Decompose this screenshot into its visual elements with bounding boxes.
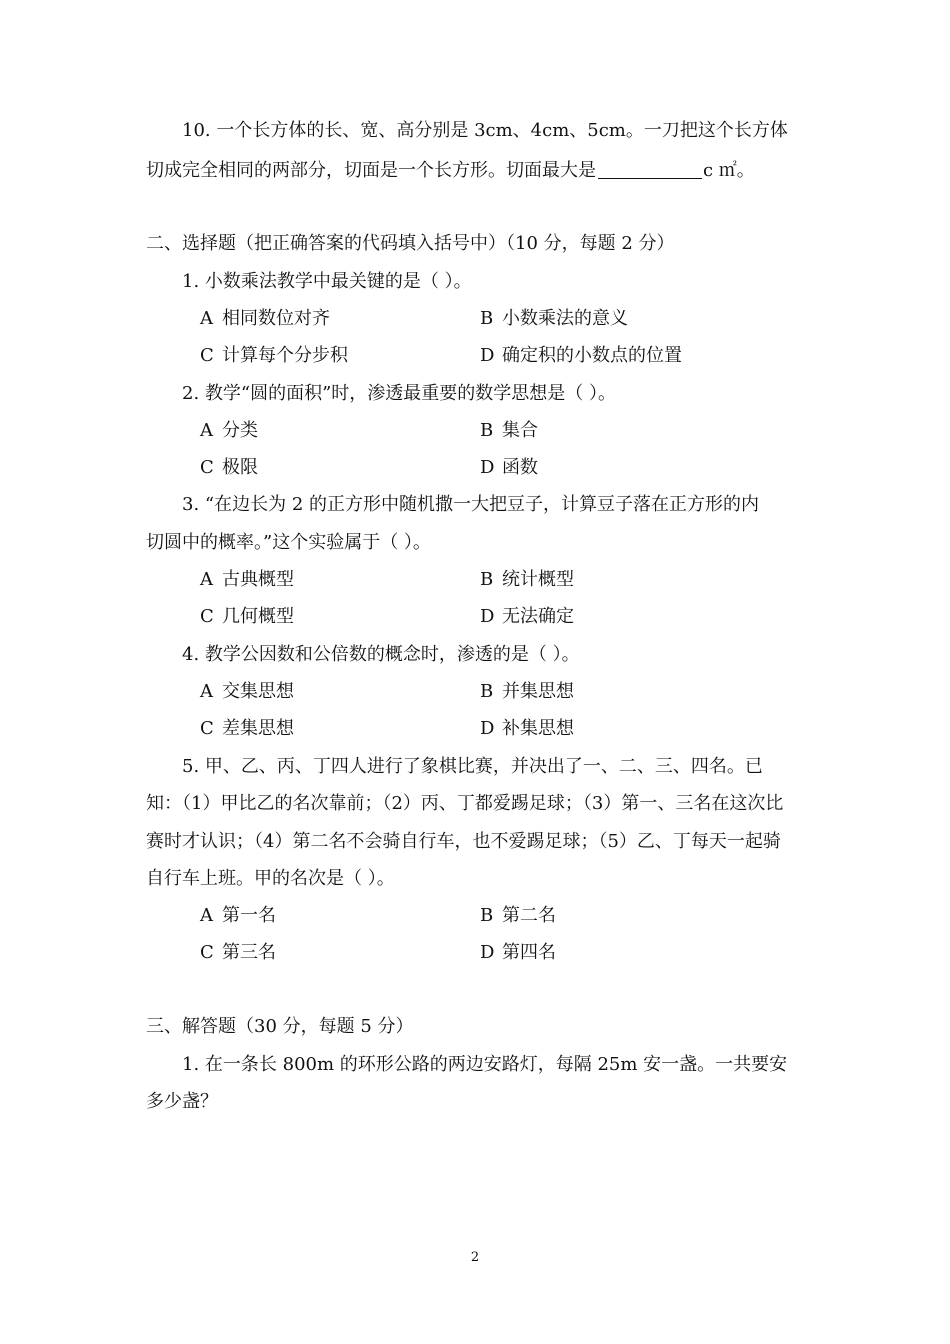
choice-q1-option-c[interactable]	[200, 344, 348, 368]
choice-q5-option-b[interactable]	[480, 904, 556, 928]
section2-heading: 二、选择题（把正确答案的代码填入括号中）（10 分，每题 2 分）	[146, 233, 675, 254]
choice-q3-option-b[interactable]	[480, 568, 574, 592]
page-number: 2	[470, 1250, 480, 1265]
option-text: 极限	[222, 457, 258, 478]
option-letter: D	[480, 942, 495, 963]
answer-q1-line1: 1. 在一条长 800m 的环形公路的两边安路灯，每隔 25m 安一盏。一共要安	[182, 1054, 788, 1075]
choice-q5-option-a[interactable]	[200, 904, 276, 928]
choice-q5-stem-line2: 知：（1）甲比乙的名次靠前；（2）丙、丁都爱踢足球；（3）第一、三名在这次比	[146, 793, 784, 814]
fill-in-q10-line1: 10. 一个长方体的长、宽、高分别是 3cm、4cm、5cm。一刀把这个长方体	[182, 120, 788, 141]
choice-q2-option-d[interactable]	[480, 456, 538, 480]
choice-q3-option-c[interactable]	[200, 605, 294, 629]
choice-q3-stem-line2: 切圆中的概率。”这个实验属于（ ）。	[146, 532, 431, 553]
choice-q4-option-b[interactable]	[480, 680, 574, 704]
option-letter: C	[200, 345, 214, 366]
option-letter: A	[200, 569, 213, 590]
choice-q5-stem-line4: 自行车上班。甲的名次是（ ）。	[146, 868, 395, 889]
option-letter: D	[480, 345, 495, 366]
choice-q5-option-d[interactable]	[480, 941, 556, 965]
option-text: 统计概型	[502, 569, 574, 590]
option-letter: B	[480, 569, 494, 590]
option-text: 计算每个分步积	[222, 345, 348, 366]
option-text: 相同数位对齐	[222, 308, 330, 329]
choice-q5-stem-line3: 赛时才认识；（4）第二名不会骑自行车，也不爱踢足球；（5）乙、丁每天一起骑	[146, 831, 781, 852]
choice-q1-stem: 1. 小数乘法教学中最关键的是（ ）。	[182, 271, 472, 292]
option-text: 第三名	[222, 942, 276, 963]
option-letter: A	[200, 420, 213, 441]
choice-q3-option-a[interactable]	[200, 568, 294, 592]
choice-q2-option-b[interactable]	[480, 419, 538, 443]
option-text: 函数	[502, 457, 538, 478]
option-letter: D	[480, 718, 495, 739]
answer-q1-line2: 多少盏？	[146, 1091, 218, 1112]
choice-q2-option-c[interactable]	[200, 456, 258, 480]
choice-q4-option-a[interactable]	[200, 680, 294, 704]
option-letter: C	[200, 942, 214, 963]
fill-in-q10-text-before-blank: 切成完全相同的两部分，切面是一个长方形。切面最大是	[146, 160, 596, 181]
option-letter: A	[200, 681, 213, 702]
option-text: 无法确定	[502, 606, 574, 627]
answer-blank[interactable]	[598, 160, 702, 179]
option-letter: A	[200, 308, 213, 329]
option-text: 补集思想	[502, 718, 574, 739]
option-letter: C	[200, 457, 214, 478]
choice-q3-option-d[interactable]	[480, 605, 574, 629]
choice-q1-option-b[interactable]	[480, 307, 628, 331]
option-letter: C	[200, 606, 214, 627]
option-text: 小数乘法的意义	[502, 308, 628, 329]
option-text: 几何概型	[222, 606, 294, 627]
choice-q5-stem-line1: 5. 甲、乙、丙、丁四人进行了象棋比赛，并决出了一、二、三、四名。已	[182, 756, 763, 777]
choice-q2-stem: 2. 教学“圆的面积”时，渗透最重要的数学思想是（ ）。	[182, 383, 617, 404]
choice-q4-stem: 4. 教学公因数和公倍数的概念时，渗透的是（ ）。	[182, 644, 580, 665]
option-text: 第二名	[502, 905, 556, 926]
choice-q4-option-d[interactable]	[480, 717, 574, 741]
option-letter: D	[480, 457, 495, 478]
option-text: 古典概型	[222, 569, 294, 590]
section3-heading: 三、解答题（30 分，每题 5 分）	[146, 1016, 414, 1037]
option-text: 确定积的小数点的位置	[502, 345, 682, 366]
option-text: 集合	[502, 420, 538, 441]
option-text: 分类	[222, 420, 258, 441]
choice-q4-option-c[interactable]	[200, 717, 294, 741]
choice-q1-option-a[interactable]	[200, 307, 330, 331]
fill-in-q10-unit: c ㎡。	[703, 160, 755, 181]
option-text: 并集思想	[502, 681, 574, 702]
option-letter: D	[480, 606, 495, 627]
option-text: 差集思想	[222, 718, 294, 739]
option-text: 交集思想	[222, 681, 294, 702]
choice-q2-option-a[interactable]	[200, 419, 258, 443]
option-letter: B	[480, 905, 494, 926]
option-letter: C	[200, 718, 214, 739]
option-text: 第四名	[502, 942, 556, 963]
option-text: 第一名	[222, 905, 276, 926]
option-letter: B	[480, 308, 494, 329]
option-letter: B	[480, 420, 494, 441]
choice-q1-option-d[interactable]	[480, 344, 682, 368]
option-letter: B	[480, 681, 494, 702]
choice-q5-option-c[interactable]	[200, 941, 276, 965]
fill-in-q10-line2	[146, 159, 755, 183]
choice-q3-stem-line1: 3. “在边长为 2 的正方形中随机撒一大把豆子，计算豆子落在正方形的内	[182, 494, 759, 515]
option-letter: A	[200, 905, 213, 926]
